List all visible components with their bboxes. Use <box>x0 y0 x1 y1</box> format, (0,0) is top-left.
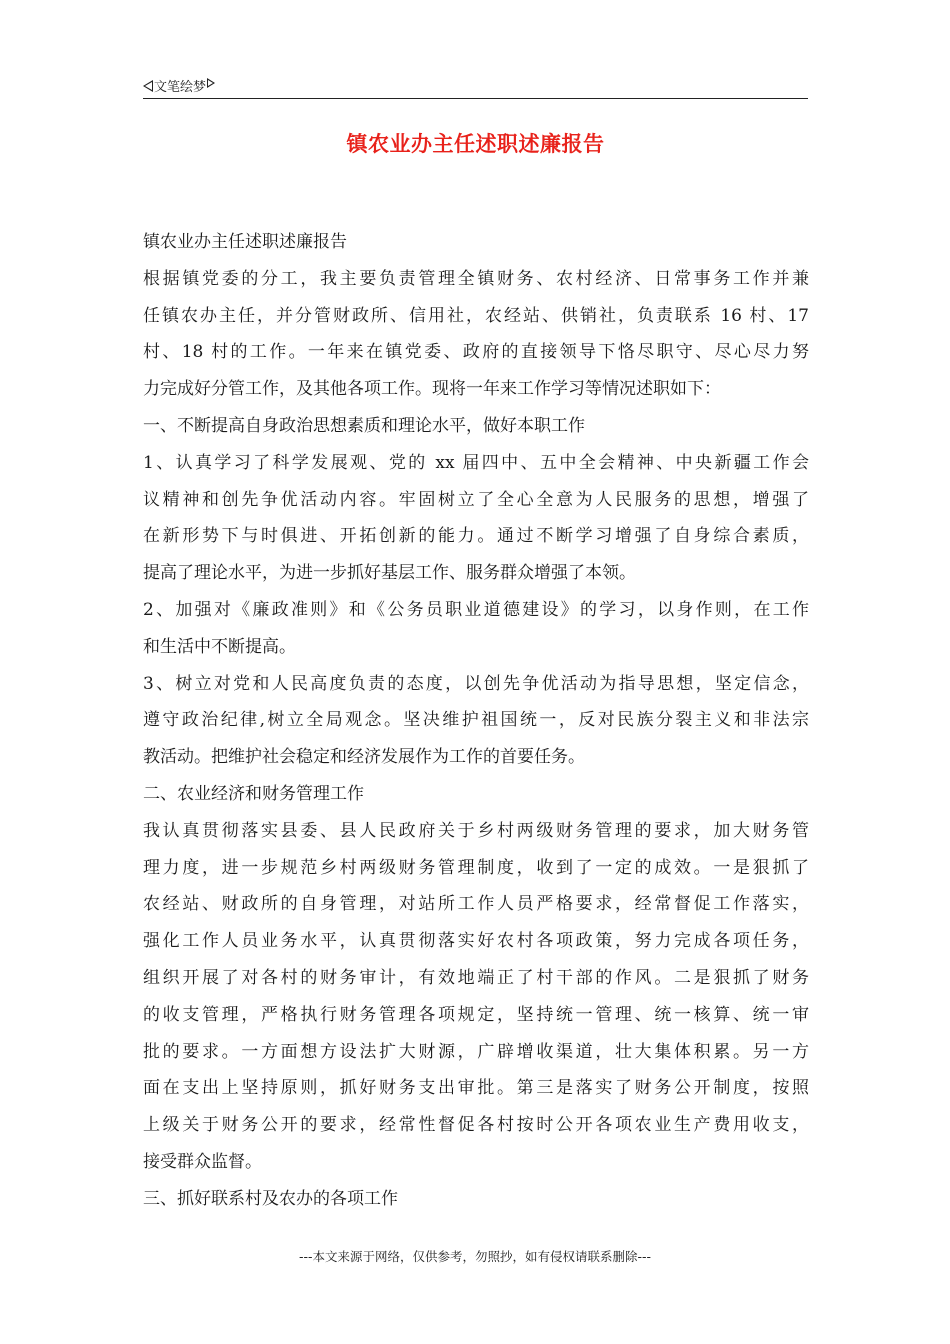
body-line: 2、加强对《廉政准则》和《公务员职业道德建设》的学习，以身作则，在工作 <box>143 599 809 620</box>
body-line: 村、18 村的工作。一年来在镇党委、政府的直接领导下恪尽职守、尽心尽力努 <box>143 342 809 363</box>
body-line: 镇农业办主任述职述廉报告 <box>143 232 347 252</box>
body-line: 任镇农办主任，并分管财政所、信用社，农经站、供销社，负责联系 16 村、17 <box>143 305 809 326</box>
triangle-right-icon <box>207 78 215 88</box>
body-line: 批的要求。一方面想方设法扩大财源，广辟增收渠道，壮大集体积累。另一方 <box>143 1041 809 1062</box>
header-brand <box>143 76 215 95</box>
body-line: 一、不断提高自身政治思想素质和理论水平，做好本职工作 <box>143 415 585 436</box>
body-line: 力完成好分管工作，及其他各项工作。现将一年来工作学习等情况述职如下： <box>143 379 721 400</box>
body-line: 遵守政治纪律,树立全局观念。坚决维护祖国统一，反对民族分裂主义和非法宗 <box>143 710 809 731</box>
body-line: 和生活中不断提高。 <box>143 636 296 657</box>
body-line: 强化工作人员业务水平，认真贯彻落实好农村各项政策，努力完成各项任务， <box>143 931 809 952</box>
body-line: 3、树立对党和人民高度负责的态度，以创先争优活动为指导思想，坚定信念， <box>143 673 809 694</box>
body-line: 二、农业经济和财务管理工作 <box>143 783 364 804</box>
page-header <box>143 74 808 99</box>
body-line: 提高了理论水平，为进一步抓好基层工作、服务群众增强了本领。 <box>143 563 636 584</box>
body-line: 理力度，进一步规范乡村两级财务管理制度，收到了一定的成效。一是狠抓了 <box>143 857 809 878</box>
body-line: 我认真贯彻落实县委、县人民政府关于乡村两级财务管理的要求，加大财务管 <box>143 820 809 841</box>
footer-disclaimer: ---本文来源于网络，仅供参考，勿照抄，如有侵权请联系删除--- <box>298 1249 652 1264</box>
document-title: 镇农业办主任述职述廉报告 <box>346 132 605 156</box>
body-line: 上级关于财务公开的要求，经常性督促各村按时公开各项农业生产费用收支， <box>143 1115 809 1136</box>
document-body <box>143 224 809 1218</box>
body-line: 三、抓好联系村及农办的各项工作 <box>143 1188 398 1209</box>
body-line: 1、认真学习了科学发展观、党的 xx 届四中、五中全会精神、中央新疆工作会 <box>143 452 809 473</box>
body-line: 根据镇党委的分工，我主要负责管理全镇财务、农村经济、日常事务工作并兼 <box>143 268 809 289</box>
brand-text: 文笔绘梦 <box>154 80 207 95</box>
body-line: 在新形势下与时俱进、开拓创新的能力。通过不断学习增强了自身综合素质， <box>143 526 809 547</box>
body-line: 接受群众监督。 <box>143 1151 262 1172</box>
body-line: 议精神和创先争优活动内容。牢固树立了全心全意为人民服务的思想，增强了 <box>143 489 809 510</box>
body-line: 农经站、财政所的自身管理，对站所工作人员严格要求，经常督促工作落实， <box>143 894 809 915</box>
body-line: 教活动。把维护社会稳定和经济发展作为工作的首要任务。 <box>143 747 585 768</box>
triangle-left-icon <box>143 80 153 92</box>
body-line: 面在支出上坚持原则，抓好财务支出审批。第三是落实了财务公开制度，按照 <box>143 1078 809 1099</box>
body-line: 组织开展了对各村的财务审计，有效地端正了村干部的作风。二是狠抓了财务 <box>143 967 809 988</box>
body-line: 的收支管理，严格执行财务管理各项规定，坚持统一管理、统一核算、统一审 <box>143 1004 809 1025</box>
